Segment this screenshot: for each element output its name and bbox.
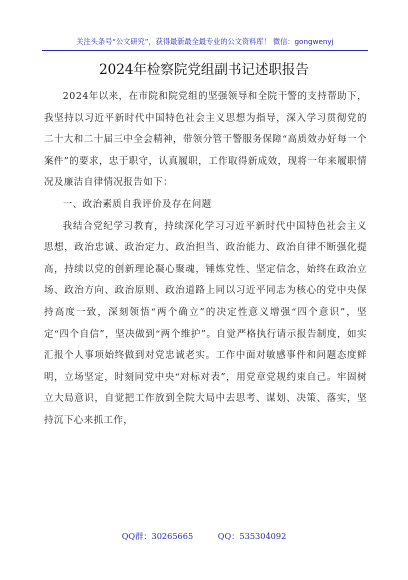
paragraph-political: 我结合党纪学习教育，持续深化学习习近平新时代中国特色社会主义思想，政治忠诚、政治定力、政治担当、政治能力、政治自律不断强化提高，持续以党的创新理论凝心聚魂，锤炼党性、坚定信念，始终在政治立场、政治方向、政治原则、政治道路上同以习近平同志为核心的党中央保持高度一致，深刻领悟“两个确立”的决定性意义增强“四个意识”，坚定“四个自信”，坚决做到“两个维护”。自觉严格执行请示报告制度，如实汇报个人事项始终做到对党忠诚老实。工作中面对敏感事件和问题态度鲜明，立场坚定，时刻同党中央“对标对表”，用党章党规约束自己。牢固树立大局意识，自觉把工作放到全院大局中去思考、谋划、决策、落实，坚持沉下心来抓工作， [44, 220, 367, 426]
header-notice: 关注头条号“公文研究”，获得最新最全最专业的公文资料库！ 微信：gongwenyj [76, 37, 334, 46]
footer-contact [0, 530, 408, 542]
document-body [44, 86, 367, 432]
header-divider [42, 50, 368, 51]
section-heading: 一、政治素质自我评价及存在问题 [62, 198, 212, 210]
document-title: 2024年检察院党组副书记述职报告 [99, 62, 309, 78]
footer-qq-group: QQ群：30265665 [121, 531, 194, 541]
footer-qq: QQ：535304092 [217, 531, 287, 541]
paragraph-intro: 2024年以来，在市院和院党组的坚强领导和全院干警的支持帮助下，我坚持以习近平新时代中国特色社会主义思想为指导，深入学习贯彻党的二十大和二十届三中全会精神，带领分管干警服务保障“高质效办好每一个案件”的要求，忠于职守，认真履职，工作取得新成效，现将一年来履职情况及廉洁自律情况报告如下： [44, 91, 367, 189]
